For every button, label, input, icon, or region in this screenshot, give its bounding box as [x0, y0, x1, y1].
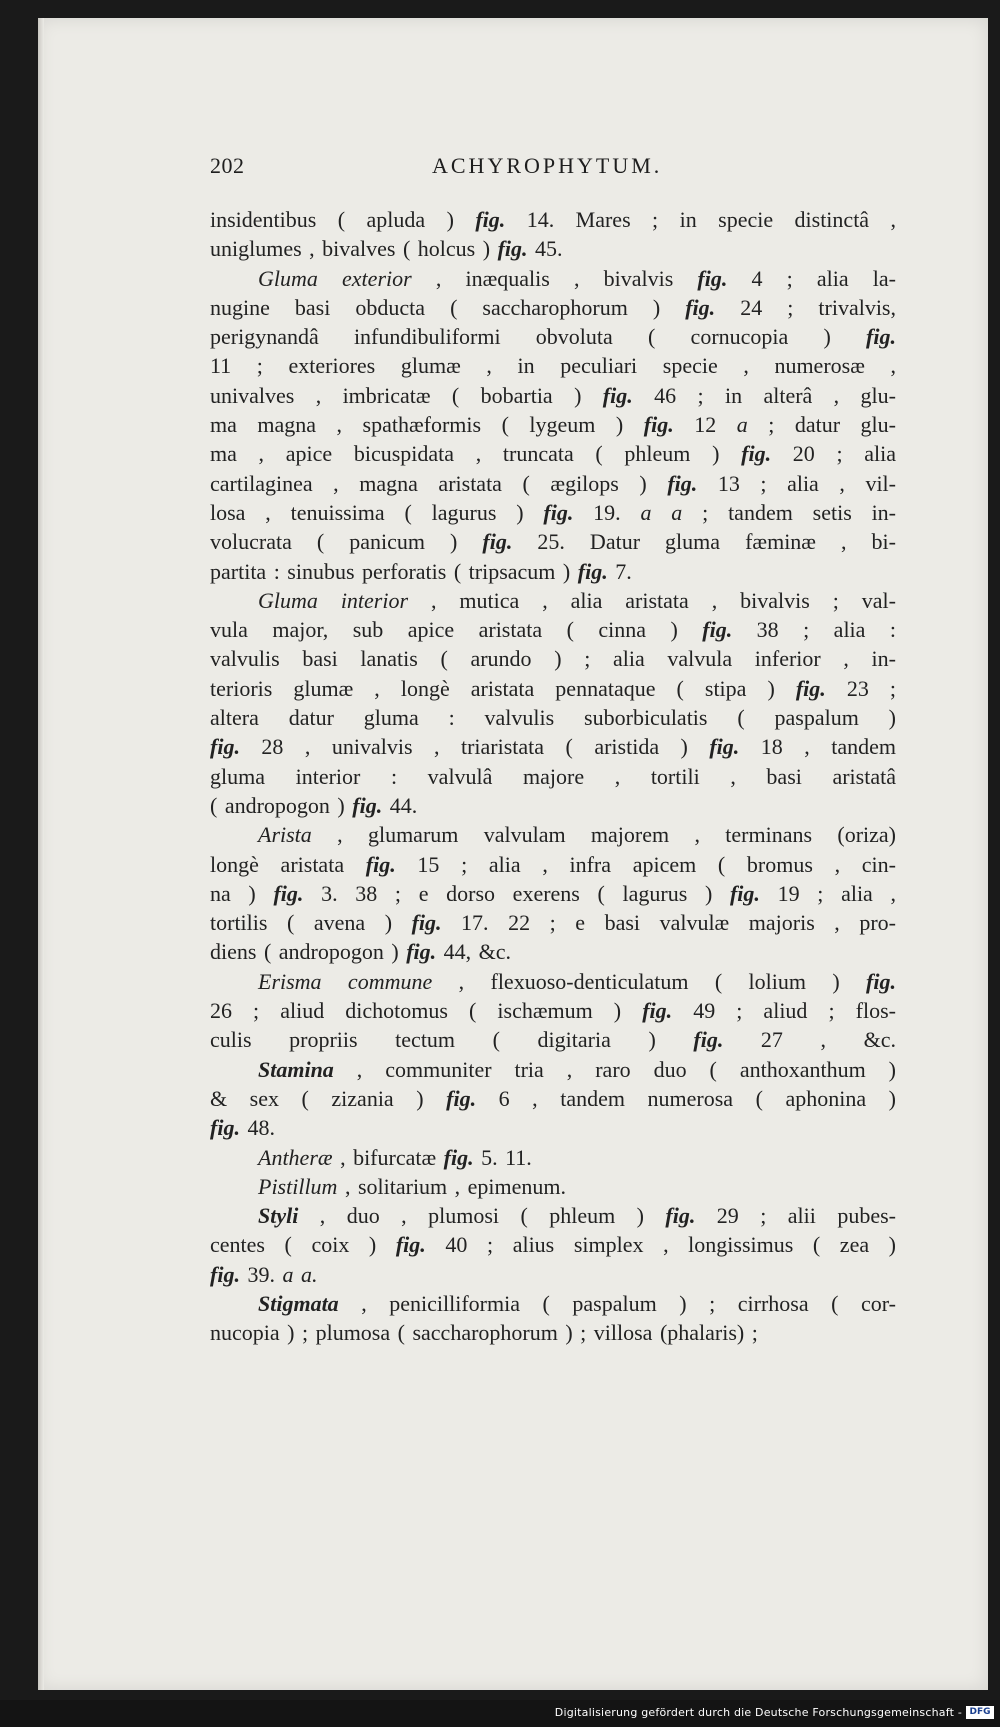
- figure-reference: fig.: [667, 470, 698, 496]
- figure-reference: fig.: [741, 441, 772, 467]
- term-heading: Stamina: [258, 1056, 334, 1082]
- term-heading: Antheræ: [258, 1144, 333, 1170]
- text-segment: 38 ; alia :: [732, 617, 897, 643]
- text-segment: 20 ; alia: [771, 441, 896, 467]
- figure-reference: fig.: [443, 1144, 474, 1170]
- text-line: [210, 293, 896, 322]
- text-segment: partita : sinubus perforatis ( tripsacum ): [210, 558, 578, 584]
- text-segment: centes ( coix ): [210, 1232, 396, 1258]
- text-line: [210, 967, 896, 996]
- text-line: [210, 527, 896, 556]
- text-line: [210, 1113, 896, 1142]
- text-line: [210, 615, 896, 644]
- text-segment: , duo , plumosi ( phleum ): [298, 1203, 666, 1229]
- text-segment: perigynandâ infundibuliformi obvoluta ( cornucopia ): [210, 324, 867, 350]
- text-segment: culis propriis tectum ( digitaria ): [210, 1027, 694, 1053]
- text-segment: , inæqualis , bivalvis: [411, 265, 698, 291]
- term-heading: Erisma commune: [258, 968, 433, 994]
- text-segment: vula major, sub apice aristata ( cinna ): [210, 617, 703, 643]
- figure-reference: fig.: [543, 499, 574, 525]
- text-segment: 24 ; trivalvis,: [715, 294, 896, 320]
- term-heading: Gluma exterior: [258, 265, 412, 291]
- text-segment: 19 ; alia ,: [759, 880, 896, 906]
- text-segment: 28 , univalvis , triaristata ( aristida ): [239, 734, 710, 760]
- text-segment: 46 ; in alterâ , glu-: [632, 382, 896, 408]
- footer-bar: [0, 1702, 1000, 1727]
- text-line: [210, 791, 896, 820]
- figure-reference: fig.: [709, 734, 740, 760]
- funding-note: Digitalisierung gefördert durch die Deutsche Forschungsgemeinschaft -: [554, 1706, 962, 1719]
- text-line: [210, 381, 896, 410]
- text-line: [210, 762, 896, 791]
- text-segment: longè aristata: [210, 851, 366, 877]
- text-line: [210, 1318, 896, 1347]
- figure-reference: fig.: [273, 880, 304, 906]
- term-heading: Pistillum: [258, 1173, 338, 1199]
- text-segment: insidentibus ( apluda ): [210, 207, 476, 232]
- text-line: [210, 703, 896, 732]
- text-segment: 40 ; alius simplex , longissimus ( zea ): [425, 1232, 897, 1258]
- body-text: [210, 205, 896, 1348]
- text-segment: ma , apice bicuspidata , truncata ( phleum ): [210, 441, 742, 467]
- text-segment: 19.: [573, 499, 641, 525]
- text-line: [210, 1084, 896, 1113]
- text-line: [210, 351, 896, 380]
- text-segment: , glumarum valvulam majorem , terminans (oriza): [311, 822, 896, 848]
- text-segment: na ): [210, 880, 274, 906]
- term-heading: a: [736, 412, 748, 438]
- text-segment: , mutica , alia aristata , bivalvis ; val-: [408, 587, 896, 613]
- text-line: [210, 644, 896, 673]
- text-segment: 17. 22 ; e basi valvulæ majoris , pro-: [441, 910, 896, 936]
- text-line: [210, 1143, 896, 1172]
- text-line: [210, 732, 896, 761]
- text-segment: 18 , tandem: [739, 734, 896, 760]
- figure-reference: fig.: [475, 207, 506, 232]
- figure-reference: fig.: [665, 1203, 696, 1229]
- term-heading: a a.: [282, 1261, 318, 1287]
- text-segment: 49 ; aliud ; flos-: [672, 998, 896, 1024]
- text-segment: 29 ; alii pubes-: [695, 1203, 896, 1229]
- text-line: [210, 820, 896, 849]
- text-segment: , penicilliformia ( paspalum ) ; cirrhosa ( cor-: [338, 1290, 896, 1316]
- figure-reference: fig.: [210, 1115, 240, 1141]
- text-line: [210, 1230, 896, 1259]
- text-line: [210, 937, 896, 966]
- figure-reference: fig.: [497, 236, 528, 262]
- figure-reference: fig.: [685, 294, 716, 320]
- text-segment: 23 ;: [825, 675, 896, 701]
- text-segment: 26 ; aliud dichotomus ( ischæmum ): [210, 998, 643, 1024]
- page-edge: [38, 18, 44, 1690]
- figure-reference: fig.: [210, 1261, 240, 1287]
- figure-reference: fig.: [446, 1085, 477, 1111]
- text-line: [210, 410, 896, 439]
- text-line: [210, 586, 896, 615]
- text-segment: 7.: [607, 558, 632, 584]
- text-segment: altera datur gluma : valvulis suborbiculatis ( paspalum ): [210, 705, 896, 731]
- text-segment: nugine basi obducta ( saccharophorum ): [210, 294, 686, 320]
- term-heading: a a: [640, 499, 683, 525]
- text-line: [210, 1025, 896, 1054]
- text-line: [210, 1055, 896, 1084]
- figure-reference: fig.: [729, 880, 760, 906]
- figure-reference: fig.: [210, 734, 240, 760]
- text-segment: , communiter tria , raro duo ( anthoxanthum ): [333, 1056, 896, 1082]
- text-segment: 5. 11.: [473, 1144, 532, 1170]
- text-line: [210, 674, 896, 703]
- text-line: [210, 234, 896, 263]
- figure-reference: fig.: [406, 939, 437, 965]
- text-segment: 3. 38 ; e dorso exerens ( lagurus ): [303, 880, 730, 906]
- term-heading: Gluma interior: [258, 587, 409, 613]
- text-segment: ; datur glu-: [747, 412, 896, 438]
- text-segment: 11 ; exteriores glumæ , in peculiari specie , numerosæ ,: [210, 353, 896, 379]
- text-segment: 25. Datur gluma fæminæ , bi-: [512, 529, 896, 555]
- term-heading: Styli: [258, 1203, 299, 1229]
- text-line: [210, 996, 896, 1025]
- text-line: [210, 1260, 896, 1289]
- text-segment: 48.: [239, 1115, 275, 1141]
- dfg-logo: DFG: [966, 1706, 994, 1719]
- figure-reference: fig.: [697, 265, 728, 291]
- page-number: 202: [210, 153, 245, 178]
- text-segment: uniglumes , bivalves ( holcus ): [210, 236, 498, 262]
- running-title: ACHYROPHYTUM.: [432, 153, 663, 178]
- figure-reference: fig.: [352, 792, 383, 818]
- figure-reference: fig.: [866, 324, 896, 350]
- figure-reference: fig.: [643, 412, 674, 438]
- text-line: [210, 205, 896, 234]
- text-line: [210, 1201, 896, 1230]
- text-segment: , solitarium , epimenum.: [337, 1173, 567, 1199]
- text-segment: ma magna , spathæformis ( lygeum ): [210, 412, 644, 438]
- figure-reference: fig.: [482, 529, 513, 555]
- text-line: [210, 908, 896, 937]
- figure-reference: fig.: [702, 617, 733, 643]
- text-segment: & sex ( zizania ): [210, 1085, 447, 1111]
- text-segment: ( andropogon ): [210, 792, 353, 818]
- text-segment: 45.: [527, 236, 563, 262]
- text-segment: valvulis basi lanatis ( arundo ) ; alia valvula inferior , in-: [210, 646, 896, 672]
- text-segment: volucrata ( panicum ): [210, 529, 483, 555]
- text-segment: 4 ; alia la-: [727, 265, 897, 291]
- text-segment: 44, &c.: [436, 939, 512, 965]
- text-line: [210, 439, 896, 468]
- text-segment: 6 , tandem numerosa ( aphonina ): [476, 1085, 897, 1111]
- text-segment: univalves , imbricatæ ( bobartia ): [210, 382, 603, 408]
- text-segment: losa , tenuissima ( lagurus ): [210, 499, 544, 525]
- text-line: [210, 469, 896, 498]
- text-segment: , bifurcatæ: [332, 1144, 444, 1170]
- running-head: [210, 153, 896, 183]
- text-line: [210, 879, 896, 908]
- text-segment: ; tandem setis in-: [682, 499, 897, 525]
- text-segment: nucopia ) ; plumosa ( saccharophorum ) ; villosa (phalaris) ;: [210, 1320, 758, 1346]
- text-line: [210, 322, 896, 351]
- text-line: [210, 264, 896, 293]
- figure-reference: fig.: [411, 910, 442, 936]
- text-segment: 12: [673, 412, 737, 438]
- text-line: [210, 1289, 896, 1318]
- text-line: [210, 1172, 896, 1201]
- text-line: [210, 498, 896, 527]
- figure-reference: fig.: [365, 851, 396, 877]
- figure-reference: fig.: [642, 998, 673, 1024]
- term-heading: Arista: [258, 822, 312, 848]
- figure-reference: fig.: [866, 968, 896, 994]
- text-segment: diens ( andropogon ): [210, 939, 407, 965]
- text-line: [210, 557, 896, 586]
- term-heading: Stigmata: [258, 1290, 339, 1316]
- text-segment: 15 ; alia , infra apicem ( bromus , cin-: [395, 851, 896, 877]
- text-segment: gluma interior : valvulâ majore , tortili , basi aristatâ: [210, 763, 896, 789]
- text-segment: 14. Mares ; in specie distinctâ ,: [505, 207, 896, 232]
- figure-reference: fig.: [577, 558, 608, 584]
- text-segment: 44.: [382, 792, 418, 818]
- figure-reference: fig.: [602, 382, 633, 408]
- text-segment: , flexuoso-denticulatum ( lolium ): [432, 968, 867, 994]
- text-segment: tortilis ( avena ): [210, 910, 412, 936]
- text-segment: 39.: [239, 1261, 283, 1287]
- figure-reference: fig.: [395, 1232, 426, 1258]
- text-segment: terioris glumæ , longè aristata pennataque ( stipa ): [210, 675, 796, 701]
- text-segment: cartilaginea , magna aristata ( ægilops ): [210, 470, 668, 496]
- text-segment: 27 , &c.: [723, 1027, 896, 1053]
- figure-reference: fig.: [693, 1027, 724, 1053]
- text-segment: 13 ; alia , vil-: [697, 470, 896, 496]
- figure-reference: fig.: [795, 675, 826, 701]
- text-line: [210, 850, 896, 879]
